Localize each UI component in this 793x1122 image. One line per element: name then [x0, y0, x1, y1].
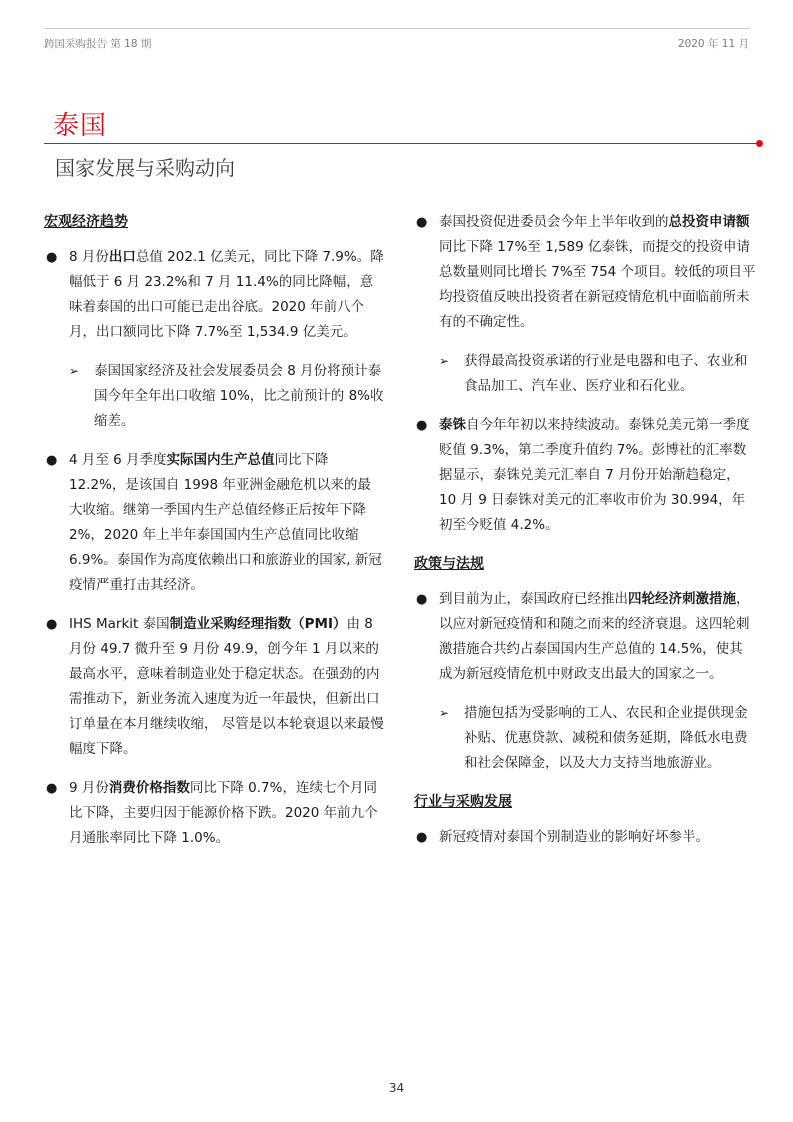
section-heading-policy: 政策与法规: [414, 556, 484, 572]
keyword-exports: 出口: [108, 249, 136, 265]
bullet-dot-icon: ●: [46, 250, 58, 265]
section-heading-macro: 宏观经济趋势: [44, 214, 128, 230]
bullet-dot-icon: ●: [416, 215, 428, 230]
bullet-dot-icon: ●: [46, 453, 58, 468]
bullet-baht: ● 泰铢自今年年初以来持续波动。泰铢兑美元第一季度贬值 9.3%，第二季度升值约 7%。彭博社的汇率数据显示，泰铢兑美元汇率自 7 月份开始渐趋稳定，10 月 9 日泰铢对美元的汇率收市价为 30.994，年初至今贬值 4.2%。: [414, 413, 756, 538]
arrow-bullet-icon: ➢: [439, 354, 450, 368]
header-report-title: 跨国采购报告 第 18 期: [44, 38, 152, 50]
bullet-pmi: ● IHS Markit 泰国制造业采购经理指数（PMI）由 8 月份 49.7 微升至 9 月份 49.9，创今年 1 月以来的最高水平，意味着制造业处于稳定状态。在强劲的内需推动下，新业务流入速度为近一年最快，但新出口订单量在本月继续收缩， 尽管是以本轮衰退以来最慢幅度下降。: [44, 612, 384, 762]
keyword-pmi: 制造业采购经理指数（PMI）: [169, 616, 347, 632]
country-title: 泰国: [53, 111, 108, 141]
sub-bullet-top-industries: ➢ 获得最高投资承诺的行业是电器和电子、农业和食品加工、汽车业、医疗业和石化业。: [414, 349, 756, 399]
keyword-stimulus: 四轮经济刺激措施: [628, 591, 736, 607]
sub-bullet-export-forecast: ➢ 泰国国家经济及社会发展委员会 8 月份将预计泰国今年全年出口收缩 10%，比之前预计的 8%收缩差。: [44, 359, 384, 434]
bullet-dot-icon: ●: [46, 781, 58, 796]
page-number: 34: [388, 1081, 405, 1095]
bullet-industry-impact: ● 新冠疫情对泰国个别制造业的影响好坏参半。: [414, 825, 756, 850]
bullet-stimulus: ● 到目前为止，泰国政府已经推出四轮经济刺激措施，以应对新冠疫情和和随之而来的经济衰退。这四轮刺激措施合共约占泰国国内生产总值的 14.5%，使其成为新冠疫情危机中财政支出最大的国家之一。: [414, 587, 756, 687]
arrow-bullet-icon: ➢: [439, 706, 450, 720]
bullet-gdp: ● 4 月至 6 月季度实际国内生产总值同比下降 12.2%，是该国自 1998 年亚洲金融危机以来的最大收缩。继第一季国内生产总值经修正后按年下降 2%，2020 年上半年泰国国内生产总值同比收缩 6.9%。泰国作为高度依赖出口和旅游业的国家, 新冠疫情严重打击其经济。: [44, 448, 384, 598]
bullet-dot-icon: ●: [416, 592, 428, 607]
page-subtitle: 国家发展与采购动向: [55, 156, 235, 180]
bullet-cpi: ● 9 月份消费价格指数同比下降 0.7%，连续七个月同比下降，主要归因于能源价格下跌。2020 年前九个月通胀率同比下降 1.0%。: [44, 776, 384, 851]
section-heading-industry: 行业与采购发展: [414, 794, 512, 810]
keyword-baht: 泰铢: [439, 417, 466, 433]
header-date: 2020 年 11 月: [677, 38, 749, 50]
keyword-cpi: 消费价格指数: [108, 780, 190, 796]
sub-bullet-measures: ➢ 措施包括为受影响的工人、农民和企业提供现金补贴、优惠贷款、减税和债务延期，降低水电费和社会保障金，以及大力支持当地旅游业。: [414, 701, 756, 776]
bullet-dot-icon: ●: [416, 830, 428, 845]
header-rule: [44, 28, 750, 29]
keyword-investment: 总投资申请额: [668, 214, 750, 230]
left-column: [44, 210, 384, 865]
right-column: [414, 210, 756, 864]
bullet-dot-icon: ●: [416, 418, 428, 433]
arrow-bullet-icon: ➢: [69, 364, 80, 378]
title-accent-line: [44, 143, 758, 144]
bullet-exports: ● 8 月份出口总值 202.1 亿美元，同比下降 7.9%。降幅低于 6 月 23.2%和 7 月 11.4%的同比降幅，意味着泰国的出口可能已走出谷底。2020 年前八个月，出口额同比下降 7.7%至 1,534.9 亿美元。: [44, 245, 384, 345]
keyword-gdp: 实际国内生产总值: [166, 452, 275, 468]
bullet-dot-icon: ●: [46, 617, 58, 632]
bullet-investment: ● 泰国投资促进委员会今年上半年收到的总投资申请额同比下降 17%至 1,589 亿泰铢，而提交的投资申请总数量则同比增长 7%至 754 个项目。较低的项目平均投资值反映出投资者在新冠疫情危机中面临前所未有的不确定性。: [414, 210, 756, 335]
title-accent-dot: [756, 140, 763, 147]
